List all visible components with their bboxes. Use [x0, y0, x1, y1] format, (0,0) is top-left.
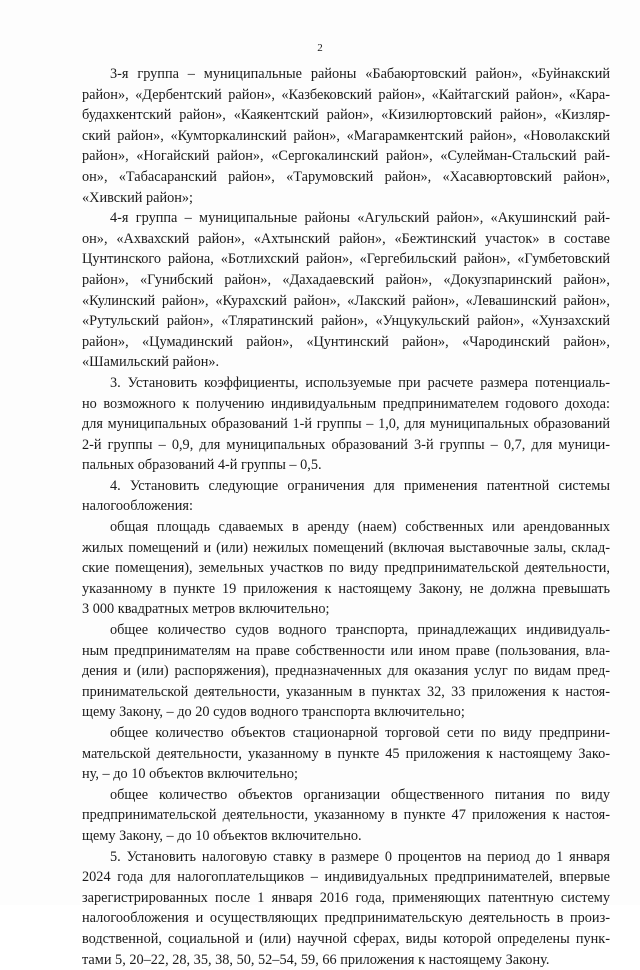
text-line: налогообложения:: [82, 498, 193, 515]
paragraph-group4: [82, 208, 610, 373]
text-line: район», «Ногайский район», «Сергокалинский район», «Сулейман-Стальский рай-: [82, 148, 610, 165]
text-line: 5. Установить налоговую ставку в размере 0 процентов на период до 1 января: [110, 848, 610, 865]
text-line: ну, – до 10 объектов включительно;: [82, 766, 299, 783]
text-line: жилых помещений и (или) нежилых помещений (включая выставочные залы, склад-: [82, 539, 610, 556]
text-line: щему Закону, – до 20 судов водного транспорта включительно;: [82, 704, 465, 721]
paragraph-limit-retail: [82, 723, 610, 785]
page-number: 2: [317, 42, 323, 54]
text-line: 3 000 квадратных метров включительно;: [82, 601, 330, 618]
text-line: мательской деятельности, указанному в пункте 45 приложения к настоящему Зако-: [82, 745, 610, 762]
text-line: будахкентский район», «Каякентский район», «Кизилюртовский район», «Кизляр-: [82, 107, 610, 124]
text-line: 4-я группа – муниципальные районы «Агульский район», «Акушинский рай-: [110, 210, 610, 227]
text-line: ский район», «Кумторкалинский район», «Магарамкентский район», «Новолакский: [82, 127, 610, 144]
text-line: ские помещения), земельных участков по виду предпринимательской деятельности,: [82, 560, 610, 577]
paragraph-group3: [82, 64, 610, 208]
text-line: общее количество объектов стационарной торговой сети по виду предприни-: [110, 725, 610, 741]
text-line: зарегистрированных после 1 января 2016 года, применяющих патентную систему: [82, 889, 610, 906]
paragraph-item4: [82, 476, 610, 517]
text-line: щему Закону, – до 10 объектов включительно.: [82, 827, 362, 844]
text-line: 2024 года для налогоплательщиков – индивидуальных предпринимателей, впервые: [82, 869, 610, 886]
text-line: Цунтинского района, «Ботлихский район», «Гергебильский район», «Гумбетовский: [82, 251, 610, 268]
text-line: принимательской деятельности, указанным в пунктах 32, 33 приложения к настоя-: [82, 683, 610, 700]
text-line: предпринимательской деятельности, указанному в пункте 47 приложения к настоя-: [82, 807, 610, 824]
text-line: водственной, социальной и (или) научной сферах, виды которой определены пунк-: [82, 930, 610, 947]
text-line: общее количество судов водного транспорта, принадлежащих индивидуаль-: [110, 622, 610, 639]
paragraph-limit-catering: [82, 785, 610, 847]
text-line: общее количество объектов организации общественного питания по виду: [110, 786, 610, 803]
text-line: 3-я группа – муниципальные районы «Бабаюртовский район», «Буйнакский: [110, 66, 610, 82]
paragraph-item5: [82, 847, 610, 970]
text-line: «Шамильский район».: [82, 354, 220, 371]
text-line: указанному в пункте 19 приложения к настоящему Закону, не должна превышать: [82, 580, 610, 597]
paragraph-item3: [82, 373, 610, 476]
text-line: «Хивский район»;: [82, 189, 194, 206]
text-line: но возможного к получению индивидуальным предпринимателем годового дохода:: [82, 395, 610, 412]
text-line: ным предпринимателям на праве собственности или ином праве (пользования, вла-: [82, 642, 610, 659]
text-line: «Рутульский район», «Тляратинский район», «Унцукульский район», «Хунзахский: [82, 313, 610, 330]
text-line: 2-й группы – 0,9, для муниципальных образований 3-й группы – 0,7, для муници-: [82, 436, 610, 453]
text-line: он», «Ахвахский район», «Ахтынский район», «Бежтинский участок» в составе: [82, 230, 610, 247]
text-line: «Кулинский район», «Курахский район», «Лакский район», «Левашинский район»,: [82, 292, 610, 309]
text-line: он», «Табасаранский район», «Тарумовский район», «Хасавюртовский район»,: [82, 168, 610, 185]
text-line: район», «Цумадинский район», «Цунтинский район», «Чародинский район»,: [82, 333, 610, 350]
text-line: район», «Дербентский район», «Казбековский район», «Кайтагский район», «Кара-: [82, 86, 610, 103]
text-line: для муниципальных образований 1-й группы – 1,0, для муниципальных образований: [82, 416, 610, 433]
document-body: [82, 64, 610, 970]
text-line: общая площадь сдаваемых в аренду (наем) собственных или арендованных: [110, 519, 610, 536]
text-line: 4. Установить следующие ограничения для применения патентной системы: [110, 477, 610, 494]
text-line: 3. Установить коэффициенты, используемые при расчете размера потенциаль-: [110, 374, 610, 391]
text-line: тами 5, 20–22, 28, 35, 38, 50, 52–54, 59, 66 приложения к настоящему Закону.: [82, 951, 550, 968]
text-line: пальных образований 4-й группы – 0,5.: [82, 457, 322, 474]
text-line: налогообложения и осуществляющих предпринимательскую деятельность в произ-: [82, 910, 610, 927]
text-line: район», «Гунибский район», «Дахадаевский район», «Докузпаринский район»,: [82, 271, 610, 288]
paragraph-limit-area: [82, 517, 610, 620]
text-line: дения и (или) распоряжения), предназначенных для оказания услуг по видам пред-: [82, 663, 610, 680]
paragraph-limit-vessels: [82, 620, 610, 723]
